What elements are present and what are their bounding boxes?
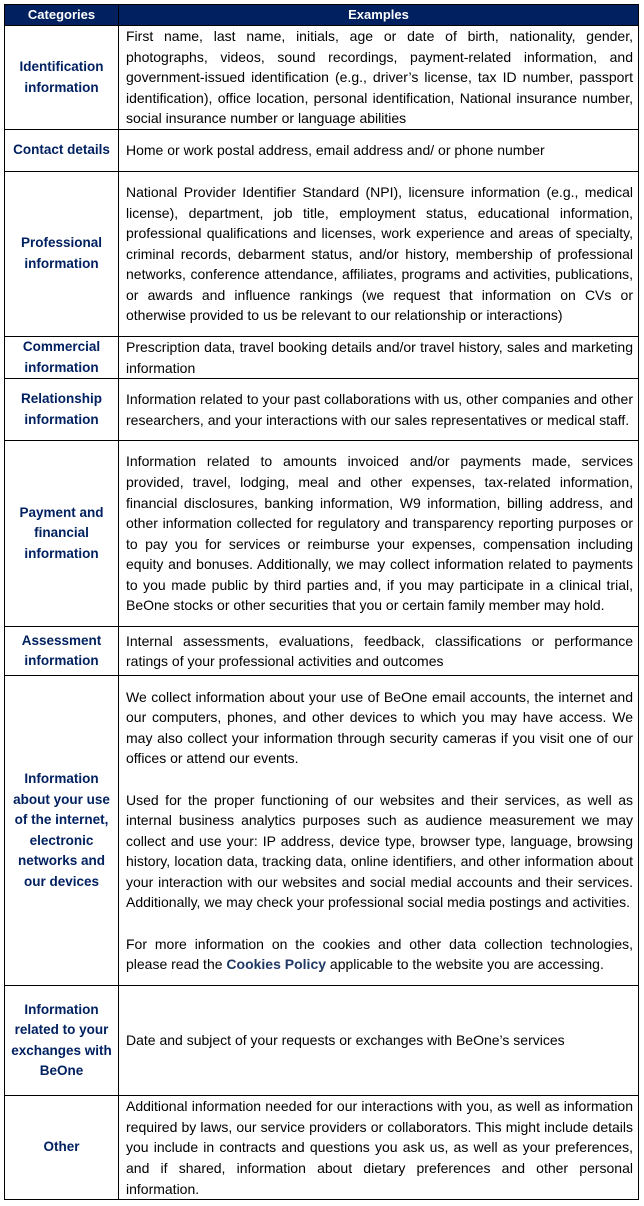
- table-row: [5, 130, 639, 172]
- table-row: [5, 627, 639, 676]
- category-assessment: Assessment information: [5, 627, 119, 676]
- example-text: National Provider Identifier Standard (NPI), licensure information (e.g., medical license), department, job title, employment status, educational information, professional qualifications and licenses, work experience and areas of specialty, criminal records, debarment status, and/or history, membership of professional networks, conference attendance, affiliates, programs and activities, publications, or awards and influence rankings (we request that information on CVs or otherwise provided to us be relevant to our relationship or interactions): [126, 183, 633, 324]
- example-text: First name, last name, initials, age or date of birth, nationality, gender, photographs, videos, sound recordings, payment-related information, and government-issued identification (e.g., driver’s license, tax ID number, passport identification), office location, personal identification, National insurance number, social insurance number or language abilities: [126, 28, 633, 127]
- header-examples: Examples: [119, 5, 639, 26]
- examples-identification: [119, 26, 639, 130]
- table-row: [5, 26, 639, 130]
- examples-relationship: [119, 379, 639, 441]
- example-text: Internal assessments, evaluations, feedback, classifications or performance ratings of your professional activities and outcomes: [126, 632, 633, 670]
- table-row: [5, 337, 639, 379]
- cookies-policy-link[interactable]: Cookies Policy: [226, 956, 327, 973]
- closing-text-before: For more information on the cookies and other data collection technologies, please read the: [126, 935, 633, 973]
- example-text: Used for the proper functioning of our websites and their services, as well as internal business analytics purposes such as audience measurement we may collect and use your: IP address, device type, browser type, language, browsing history, location data, tracking data, online identifiers, and other information about your interaction with our websites and social medial accounts and their services. Additionally, we may check your professional social media postings and activities.: [126, 791, 633, 911]
- examples-contact: [119, 130, 639, 172]
- example-text: We collect information about your use of BeOne email accounts, the internet and our computers, phones, and other devices to which you may have access. We may also collect your information through security cameras if you visit one of our offices or attend our events.: [126, 688, 633, 767]
- examples-exchanges: [119, 986, 639, 1096]
- table-row: [5, 441, 639, 627]
- example-text: Date and subject of your requests or exchanges with BeOne’s services: [126, 1032, 565, 1049]
- example-text: Information related to amounts invoiced and/or payments made, services provided, travel, lodging, meal and other expenses, tax-related information, financial disclosures, banking information, W9 information, billing address, and other information collected for regulatory and transparency reporting purposes or to pay you for services or reimburse your expenses, compensation including equity and bonuses. Additionally, we may collect information related to payments to you made public by third parties and, if you may participate in a clinical trial, BeOne stocks or other securities that you or certain family member may hold.: [126, 453, 633, 614]
- table-row: [5, 172, 639, 337]
- table-row: [5, 379, 639, 441]
- category-professional: Professional information: [5, 172, 119, 337]
- table-header-row: [5, 5, 639, 26]
- examples-professional: [119, 172, 639, 337]
- category-commercial: Commercial information: [5, 337, 119, 379]
- data-categories-table: [4, 4, 639, 1200]
- category-internet-use: Information about your use of the internet, electronic networks and our devices: [5, 676, 119, 986]
- example-text: Additional information needed for our interactions with you, as well as information required by laws, our service providers or collaborators. This might include details you include in contracts and questions you ask us, as well as your preferences, and if shared, information about dietary preferences and other personal information.: [126, 1098, 633, 1197]
- header-categories: Categories: [5, 5, 119, 26]
- example-text: Home or work postal address, email address and/ or phone number: [126, 142, 545, 159]
- examples-assessment: [119, 627, 639, 676]
- category-exchanges: Information related to your exchanges with BeOne: [5, 986, 119, 1096]
- category-other: Other: [5, 1096, 119, 1200]
- table-row: [5, 676, 639, 986]
- category-relationship: Relationship information: [5, 379, 119, 441]
- category-payment: Payment and financial information: [5, 441, 119, 627]
- examples-commercial: [119, 337, 639, 379]
- table-row: [5, 986, 639, 1096]
- category-identification: Identification information: [5, 26, 119, 130]
- examples-payment: [119, 441, 639, 627]
- example-text: Information related to your past collaborations with us, other companies and other researchers, and your interactions with our sales representatives or medical staff.: [126, 391, 633, 428]
- examples-internet-use: [119, 676, 639, 986]
- example-closing: [126, 934, 633, 975]
- category-contact: Contact details: [5, 130, 119, 172]
- example-text: Prescription data, travel booking details and/or travel history, sales and marketing information: [126, 339, 633, 376]
- closing-text-after: applicable to the website you are accessing.: [329, 956, 604, 973]
- table-row: [5, 1096, 639, 1200]
- examples-other: [119, 1096, 639, 1200]
